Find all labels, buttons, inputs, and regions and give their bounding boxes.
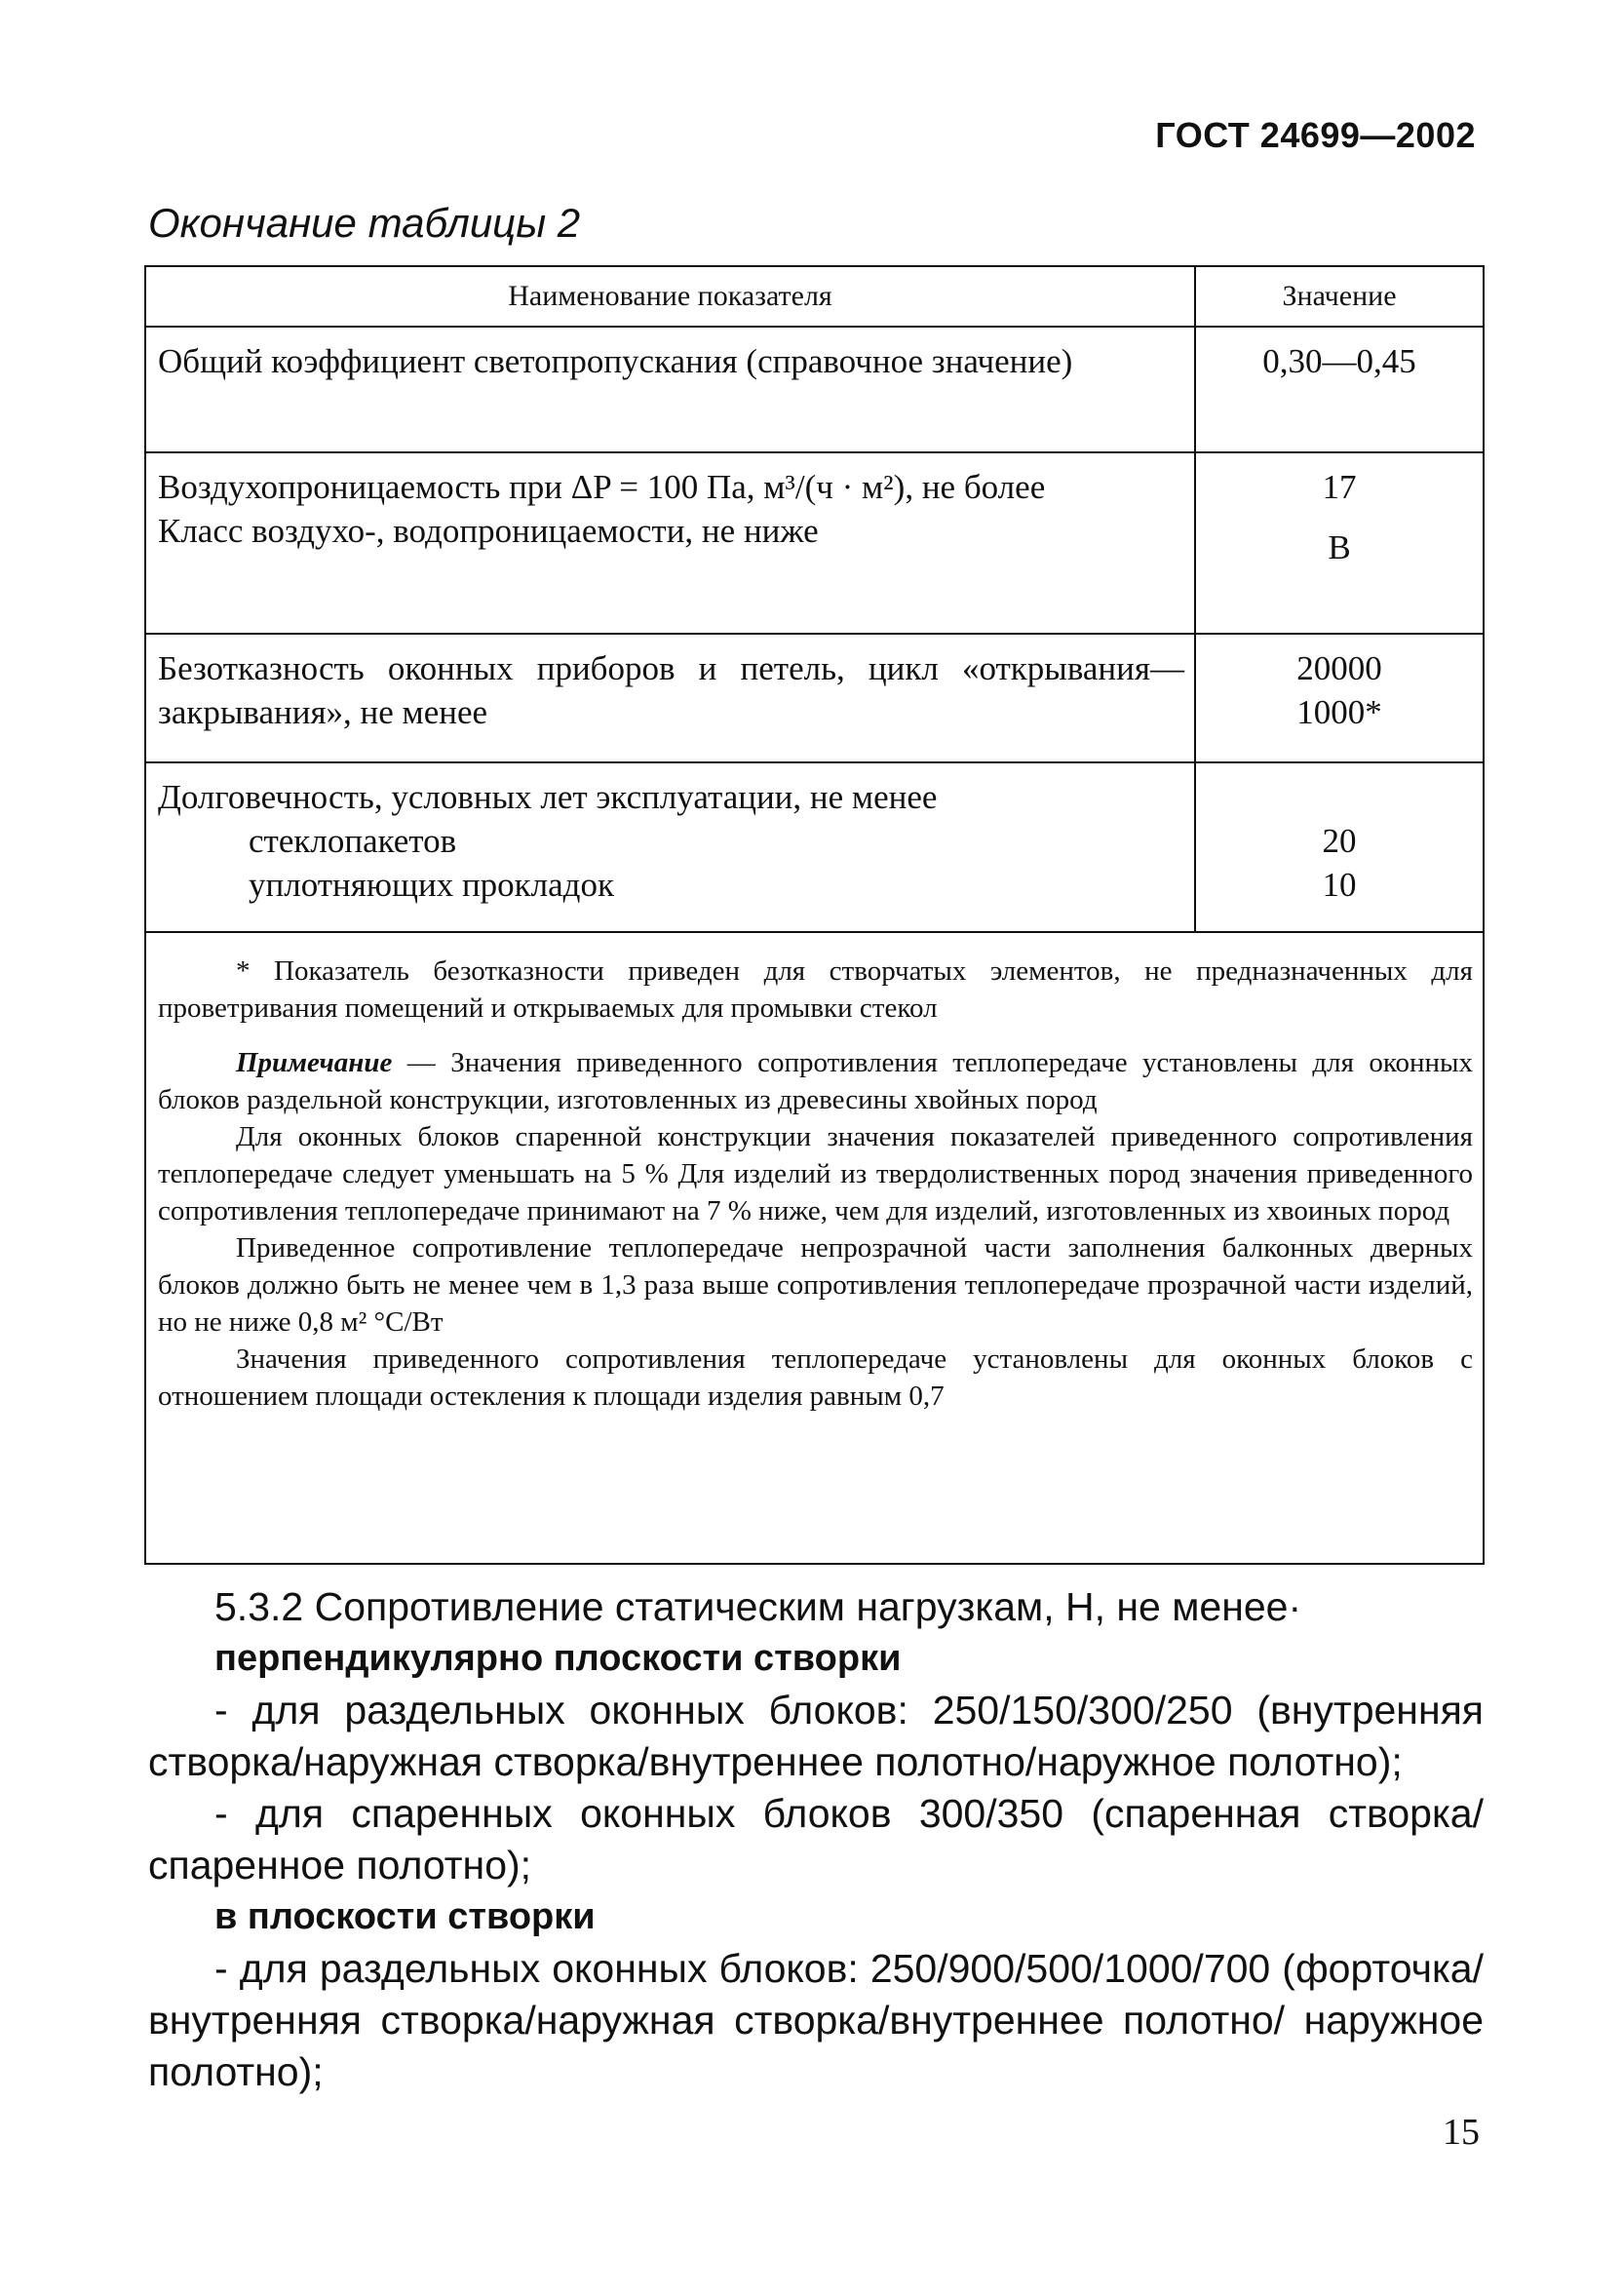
indicator-value: 1000* <box>1296 693 1382 731</box>
table-caption: Окончание таблицы 2 <box>148 200 581 246</box>
indicator-value: 20000 <box>1296 649 1382 687</box>
indicator-name: Безотказность оконных приборов и петель, цикл «открывания—закрывания», не менее <box>158 649 1184 731</box>
specification-table <box>144 265 1485 1565</box>
indicator-name-cell <box>145 452 1195 634</box>
section-text <box>148 1581 1484 2098</box>
indicator-name: Воздухопроницаемость при ΔP = 100 Па, м³/(ч · м²), не более <box>158 468 1046 506</box>
subsection-heading: в плоскости створки <box>214 1896 596 1937</box>
column-header-value: Значение <box>1195 266 1484 327</box>
indicator-name: Долговечность, условных лет эксплуатации, не менее <box>158 778 938 816</box>
note-dash: — <box>392 1047 451 1078</box>
note-label: Примечание <box>236 1047 393 1078</box>
subsection-heading: перпендикулярно плоскости створки <box>214 1638 902 1679</box>
table-footnote: * Показатель безотказности приведен для створчатых элементов, не предназначенных для проветривания помещений и открываемых для промывки стекол <box>158 955 1473 1024</box>
indicator-value-cell <box>1195 452 1484 634</box>
document-standard-number: ГОСТ 24699—2002 <box>1155 115 1476 155</box>
section-heading: 5.3.2 Сопротивление статическим нагрузкам, Н, не менее· <box>214 1584 1302 1629</box>
indicator-value: 17 <box>1322 468 1357 506</box>
table-note <box>158 1044 1473 1118</box>
indicator-name-cell <box>145 762 1195 932</box>
indicator-name: Общий коэффициент светопропускания (справочное значение) <box>158 342 1073 380</box>
indicator-value: 10 <box>1322 866 1357 904</box>
indicator-value <box>1202 775 1477 819</box>
indicator-name-cell <box>145 634 1195 762</box>
table-note: Для оконных блоков спаренной конструкции значения показателей приведенного сопротивления теплопередаче следует уменьшать на 5 % Для изделий из твердолиственных пород значения приведенного сопротивления теплопередаче принимают на 7 % ниже, чем для изделий, изготовленных из хвоиных пород <box>158 1121 1473 1226</box>
list-item: - для спаренных оконных блоков 300/350 (спаренная створка/ спаренное полотно); <box>148 1791 1484 1887</box>
table-header-row <box>145 266 1484 327</box>
table-row <box>145 452 1484 634</box>
indicator-value-cell <box>1195 762 1484 932</box>
column-header-name: Наименование показателя <box>145 266 1195 327</box>
indicator-name: Класс воздухо-, водопроницаемости, не ниже <box>158 512 819 550</box>
table-note: Значения приведенного сопротивления теплопередаче установлены для оконных блоков с отношением площади остекления к площади изделия равным 0,7 <box>158 1343 1473 1412</box>
indicator-name-cell <box>145 327 1195 452</box>
note-text: Значения приведенного сопротивления теплопередаче установлены для оконных блоков раздельной конструкции, изготовленных из древесины хвойных пород <box>158 1047 1473 1115</box>
indicator-subitem: стеклопакетов <box>249 822 457 860</box>
table-row <box>145 327 1484 452</box>
table-notes-row <box>145 932 1484 1564</box>
table-row <box>145 762 1484 932</box>
indicator-value: В <box>1328 528 1351 566</box>
indicator-value-cell <box>1195 327 1484 452</box>
page-number: 15 <box>1443 2112 1480 2153</box>
table-notes-cell <box>145 932 1484 1564</box>
list-item: - для раздельных оконных блоков: 250/900/500/1000/700 (форточка/внутренняя створка/наружная створка/внутреннее полотно/ наружное полотно); <box>148 1946 1484 2094</box>
indicator-subitem: уплотняющих прокладок <box>249 866 614 904</box>
indicator-value: 20 <box>1322 822 1357 860</box>
indicator-value: 0,30—0,45 <box>1262 342 1416 380</box>
table-note: Приведенное сопротивление теплопередаче непрозрачной части заполнения балконных дверных блоков должно быть не менее чем в 1,3 раза выше сопротивления теплопередаче прозрачной части изделий, но не ниже 0,8 м² °С/Вт <box>158 1232 1473 1338</box>
indicator-value-cell <box>1195 634 1484 762</box>
list-item: - для раздельных оконных блоков: 250/150/300/250 (внутренняя створка/наружная створка/внутреннее полотно/наружное полотно); <box>148 1688 1484 1784</box>
table-row <box>145 634 1484 762</box>
